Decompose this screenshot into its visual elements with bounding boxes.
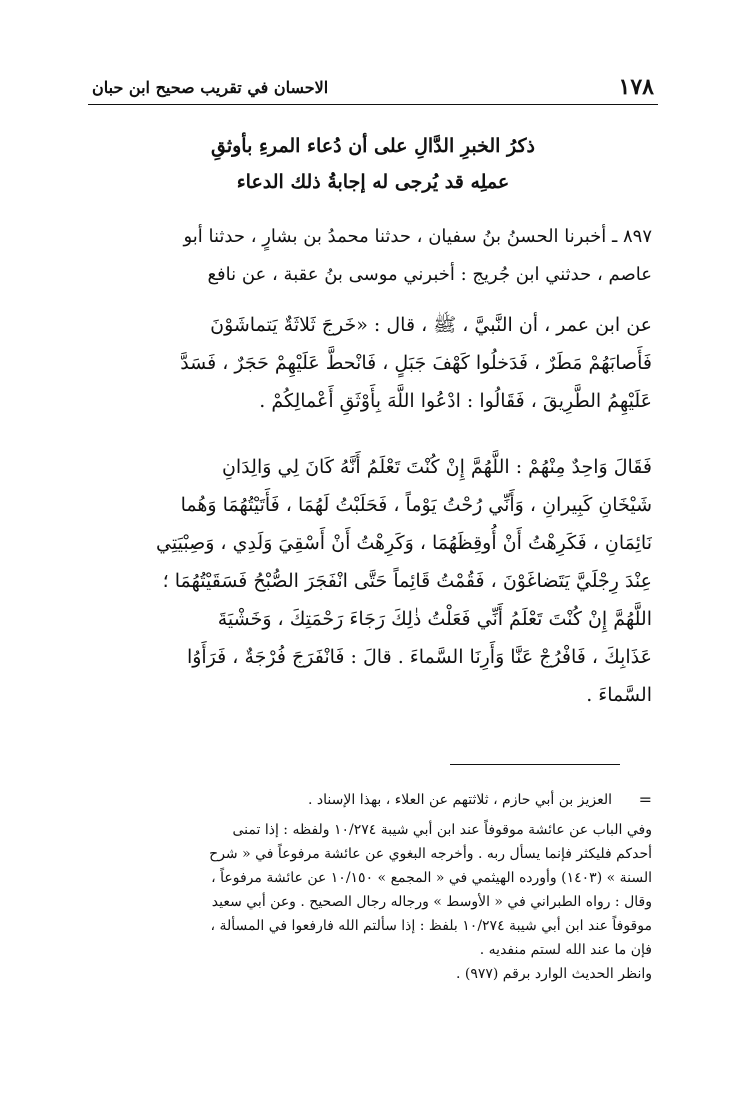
chapter-title-line-2: عملِه قد يُرجى له إجابةُ ذلك الدعاء (236, 171, 510, 193)
hadith-line: نَائِمَانِ ، فَكَرِهْتُ أَنْ أُوقِظَهُمَا ، وَكَرِهْتُ أَنْ أَسْقِيَ وَلَدِي ، وَصِبْيَتِي (156, 532, 652, 554)
footnote-line: وانظر الحديث الوارد برقم (٩٧٧) . (455, 966, 652, 982)
hadith-line: اللَّهُمَّ إِنْ كُنْتَ تَعْلَمُ أَنِّي فَعَلْتُ ذٰلِكَ رَجَاءَ رَحْمَتِكَ ، وَخَشْيَةَ (217, 608, 652, 630)
isnad-line: ٨٩٧ ـ أخبرنا الحسنُ بنُ سفيان ، حدثنا محمدُ بن بشارٍ ، حدثنا أبو (183, 226, 652, 247)
footnote-separator (450, 764, 620, 765)
hadith-line: عَلَيْهِمُ الطَّرِيقَ ، فَقَالُوا : ادْعُوا اللَّهَ بِأَوْثَقِ أَعْمالِكُمْ . (259, 390, 652, 412)
footnote-line: وفي الباب عن عائشة موقوفاً عند ابن أبي شيبة ١٠/٢٧٤ ولفظه : إذا تمنى (232, 822, 652, 838)
hadith-line: عَذَابِكَ ، فَافْرُجْ عَنَّا وَأَرِنَا السَّماءَ . قالَ : فَانْفَرَجَ فُرْجَةٌ ، فَرَأَوُا (186, 646, 652, 668)
footnote-line: موقوفاً عند ابن أبي شيبة ١٠/٢٧٤ بلفظ : إذا سألتم الله فارفعوا في المسألة ، (210, 918, 652, 934)
hadith-isnad (94, 218, 652, 294)
hadith-text-paragraph-2 (94, 448, 652, 714)
chapter-title-line-1: ذكرُ الخبرِ الدَّالِ على أن دُعاء المرءِ بأوثقِ (210, 135, 536, 157)
footnote-first-line: العزيز بن أبي حازم ، ثلاثتهم عن العلاء ، بهذا الإسناد . (308, 792, 612, 808)
footnote-line: وقال : رواه الطبراني في « الأوسط » ورجاله رجال الصحيح . وعن أبي سعيد (211, 894, 652, 910)
hadith-line: عِنْدَ رِجْلَيَّ يَتَضاغَوْنَ ، فَقُمْتُ قَائِماً حَتَّى انْفَجَرَ الصُّبْحُ فَسَقَيْتُهُمَا ؛ (162, 570, 652, 592)
chapter-title (100, 128, 646, 200)
hadith-text-paragraph-1 (94, 306, 652, 420)
running-title: الاحسان في تقريب صحيح ابن حبان (92, 78, 329, 97)
hadith-line: فَقَالَ وَاحِدٌ مِنْهُمْ : اللَّهُمَّ إِنْ كُنْتَ تَعْلَمُ أَنَّهُ كَانَ لِي وَالِدَانِ (221, 456, 652, 478)
footnote-line: أحدكم فليكثر فإنما يسأل ربه . وأخرجه البغوي عن عائشة مرفوعاً في « شرح (209, 846, 652, 862)
hadith-line: فَأَصابَهُمْ مَطَرٌ ، فَدَخلُوا كَهْفَ جَبَلٍ ، فَانْحطَّ عَلَيْهِمْ حَجَرٌ ، فَسَدَّ (180, 352, 652, 374)
page-number: ١٧٨ (618, 74, 654, 100)
hadith-line: عن ابن عمر ، أن النَّبيَّ ، ﷺ ، قال : «خَرجَ ثَلاثَةٌ يَتماشَوْنَ (210, 314, 652, 336)
footnote-line: فإن ما عند الله لستم منفديه . (479, 942, 652, 958)
footnotes (94, 788, 652, 986)
footnote-continuation-mark: = (638, 790, 652, 809)
page-header (88, 74, 658, 105)
footnote-line: السنة » (١٤٠٣) وأورده الهيثمي في « المجمع » ١٠/١٥٠ عن عائشة مرفوعاً ، (211, 870, 652, 886)
isnad-line: عاصم ، حدثني ابن جُريج : أخبرني موسى بنُ عقبة ، عن نافع (207, 264, 652, 285)
hadith-line: السَّماءَ . (586, 684, 652, 706)
hadith-line: شَيْخَانِ كَبِيرانِ ، وَأَنِّي رُحْتُ يَوْماً ، فَحَلَبْتُ لَهُمَا ، فَأَتَيْتُهُمَا وَهُما (180, 494, 652, 516)
